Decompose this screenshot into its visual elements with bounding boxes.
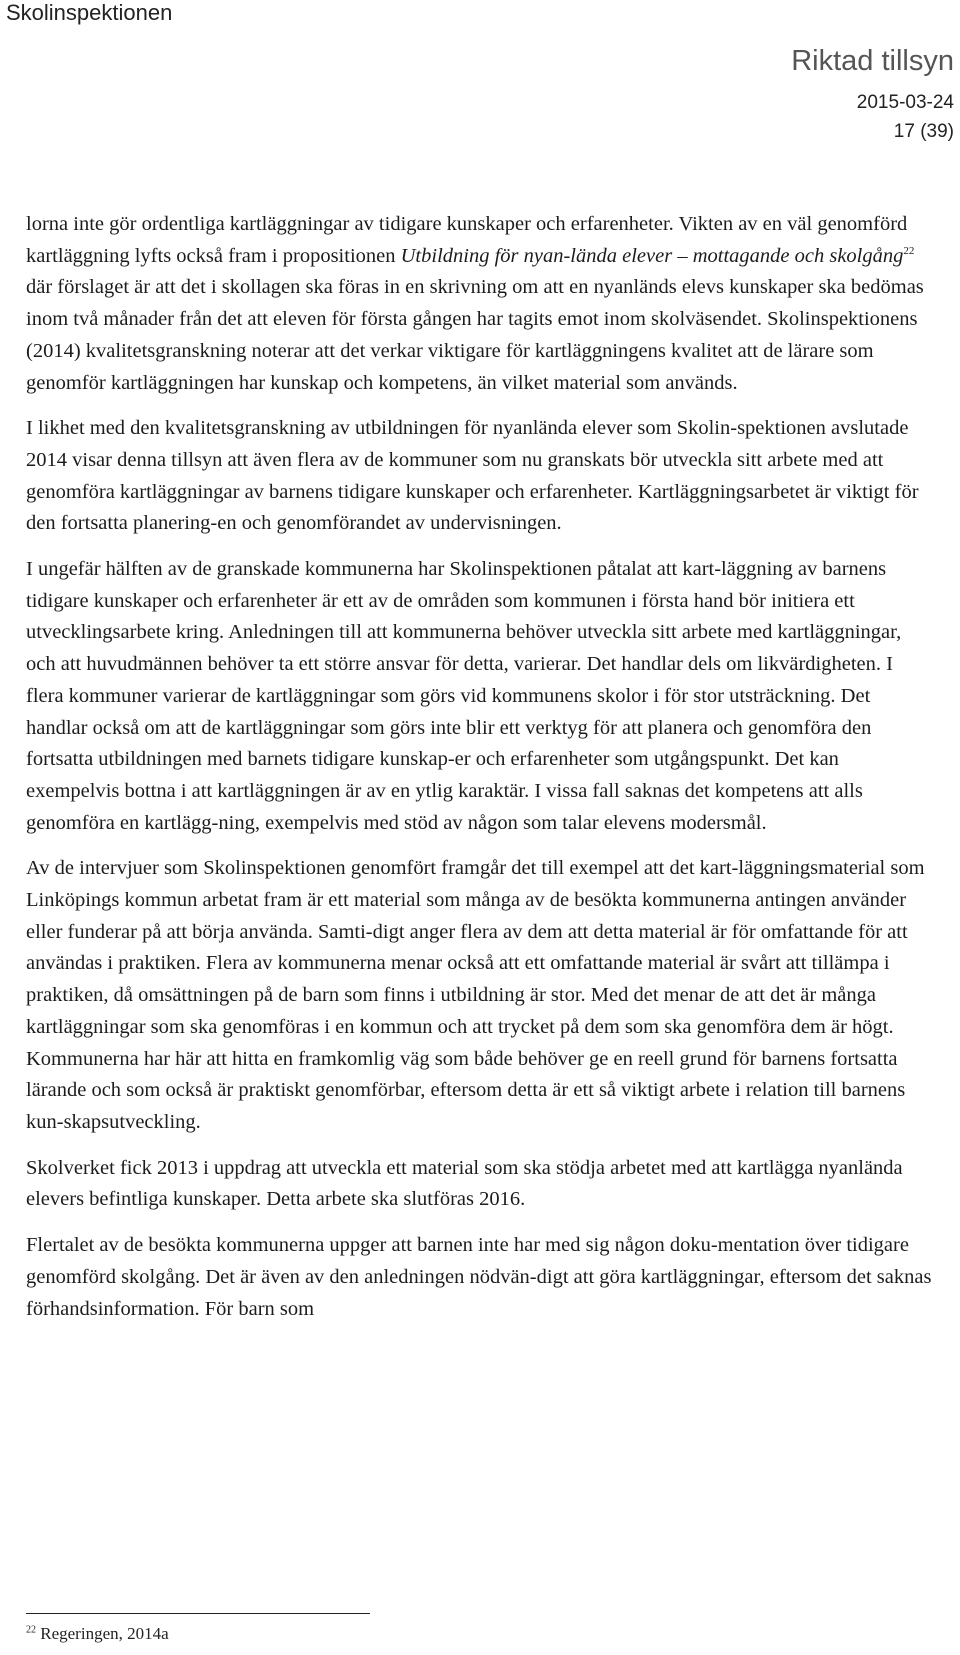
paragraph-text: Av de intervjuer som Skolinspektionen genomfört framgår det till exempel att det kart-läggningsmaterial som Linköpings kommun arbetat fram är ett material som många av de besökta kommunerna antingen använder eller funderar på att börja använda. Samti-digt anger flera av dem att detta material är för omfattande för att användas i praktiken. Flera av kommunerna menar också att ett omfattande material är svårt att tillämpa i praktiken, då omsättningen på de barn som finns i utbildning är stor. Med det menar de att det är många kartläggningar som ska genomföras i en kommun och att trycket på dem som ska genomföra dem är högt. Kommunerna har här att hitta en framkomlig väg som både behöver ge en reell grund för barnens fortsatta lärande och som också är praktiskt genomförbar, eftersom detta är ett så viktigt arbete i relation till barnens kun-skapsutveckling. xyxy=(26,857,925,1133)
document-title-reference: Utbildning för nyan-lända elever – mottagande och skolgång xyxy=(400,244,904,267)
paragraph-text: lorna inte gör ordentliga kartläggningar av tidigare kunskaper och erfarenheter. Vikten av en väl genomförd kartläggning lyfts också fram i propositionen xyxy=(26,213,908,267)
paragraph xyxy=(26,1230,932,1325)
paragraph-text: Skolverket fick 2013 i uppdrag att utveckla ett material som ska stödja arbetet med att kartlägga nyanlända elevers befintliga kunskaper. Detta arbete ska slutföras 2016. xyxy=(26,1156,903,1211)
paragraph xyxy=(26,853,932,1138)
footnote-number: 22 xyxy=(26,1624,36,1636)
document-header xyxy=(791,44,954,146)
page-number: 17 (39) xyxy=(893,121,954,142)
footnote xyxy=(26,1624,169,1644)
paragraph-text: I likhet med den kvalitetsgranskning av utbildningen för nyanlända elever som Skolin-spektionen avslutade 2014 visar denna tillsyn att även flera av de kommuner som nu granskats bör utveckla sitt arbete med att genomföra kartläggningar av barnens tidigare kunskaper och erfarenheter. Kartläggningsarbetet är viktigt för den fortsatta planering-en och genomförandet av undervisningen. xyxy=(26,417,919,535)
paragraph-text: I ungefär hälften av de granskade kommunerna har Skolinspektionen påtalat att kart-läggning av barnens tidigare kunskaper och erfarenheter är ett av de områden som kommunen i första hand bör initiera ett utvecklingsarbete kring. Anledningen till att kommunerna behöver utveckla sitt arbete med kartläggningar, och att huvudmännen behöver ta ett större ansvar för detta, varierar. Det handlar dels om likvärdigheten. I flera kommuner varierar de kartläggningar som görs vid kommunens skolor i för stor utsträckning. Det handlar också om att de kartläggningar som görs inte blir ett verktyg för att planera och genomföra den fortsatta utbildningen med barnets tidigare kunskap-er och erfarenheter som utgångspunkt. Det kan exempelvis bottna i att kartläggningen är av en ytlig karaktär. I vissa fall saknas det kompetens att alls genomföra en kartlägg-ning, exempelvis med stöd av någon som talar elevens modersmål. xyxy=(26,558,902,834)
paragraph xyxy=(26,413,932,540)
footnote-text: Regeringen, 2014a xyxy=(40,1624,169,1643)
body-text xyxy=(26,209,932,1339)
paragraph-text: där förslaget är att det i skollagen ska föras in en skrivning om att en nyanländs elevs kunskaper ska bedömas inom två månader från det att eleven för första gången har tagits emot inom skolväsendet. Skolinspektionens (2014) kvalitetsgranskning noterar att det verkar viktigare för kartläggningens kvalitet att de lärare som genomför kartläggningen har kunskap och kompetens, än vilket material som används. xyxy=(26,276,924,394)
document-date: 2015-03-24 xyxy=(856,92,954,113)
paragraph-text: Flertalet av de besökta kommunerna uppger att barnen inte har med sig någon doku-mentation över tidigare genomförd skolgång. Det är även av den anledningen nödvän-digt att göra kartläggningar, eftersom det saknas förhandsinformation. För barn som xyxy=(26,1234,932,1320)
organization-name: Skolinspektionen xyxy=(6,0,173,25)
paragraph xyxy=(26,554,932,839)
paragraph xyxy=(26,1153,932,1216)
footnote-reference: 22 xyxy=(903,244,915,257)
footnote-divider xyxy=(26,1613,370,1614)
paragraph xyxy=(26,209,932,399)
document-title: Riktad tillsyn xyxy=(791,45,954,77)
